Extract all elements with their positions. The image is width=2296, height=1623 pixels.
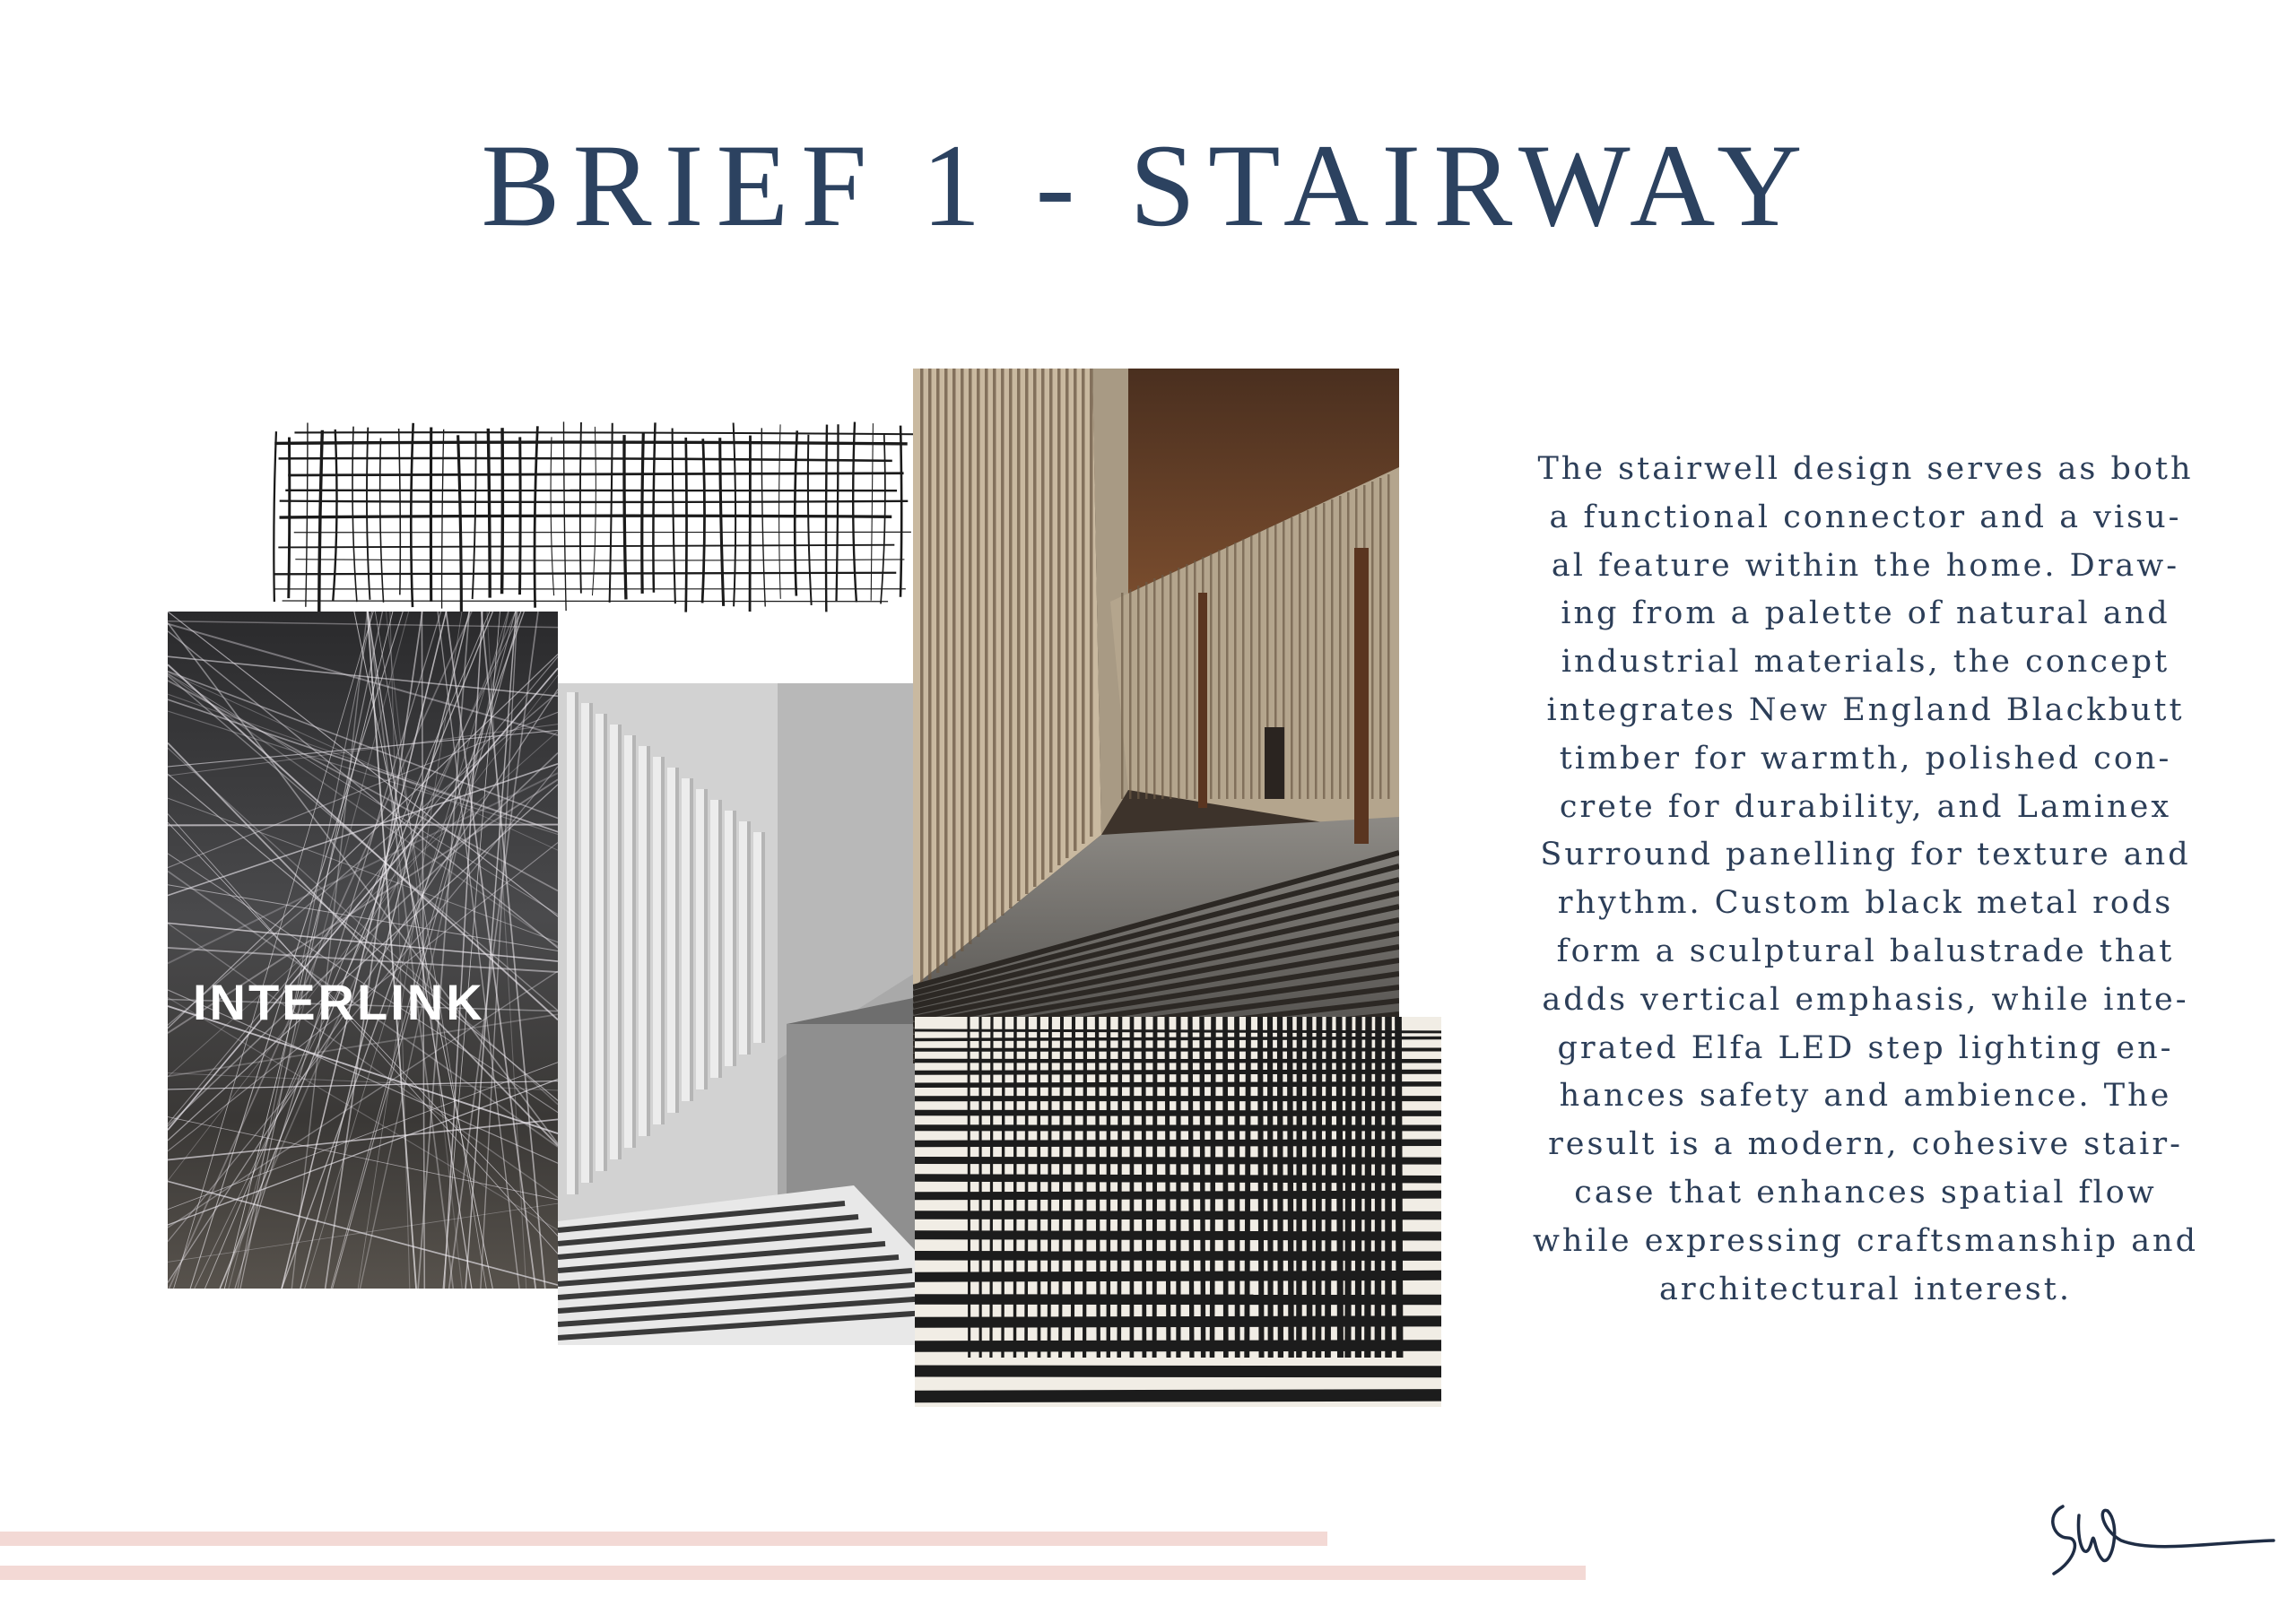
page-title: BRIEF 1 - STAIRWAY — [481, 119, 1815, 251]
black-grid-image — [915, 1017, 1441, 1407]
timber-corridor-image — [913, 369, 1399, 1063]
accent-stripe-upper — [0, 1532, 1327, 1546]
string-art-image — [168, 612, 558, 1289]
accent-stripe-lower — [0, 1566, 1586, 1580]
grid-sketch-image — [269, 421, 915, 614]
signature-icon — [2036, 1488, 2278, 1587]
interlink-label: INTERLINK — [193, 974, 485, 1030]
description-text: The stairwell design serves as both a functional connector and a visu- al feature within the home. Draw- ing from a palette of natural and industrial materials, the concept integrates New England Blackbutt timber for warmth, polished con- crete for durability, and Laminex Surround panelling for texture and rhythm. Custom black metal rods form a sculptural balustrade that adds vertical emphasis, while inte- grated Elfa LED step lighting en- hances safety and ambience. The result is a modern, cohesive stair- case that enhances spatial flow while expressing craftsmanship and architectural interest. — [1532, 451, 2199, 1307]
